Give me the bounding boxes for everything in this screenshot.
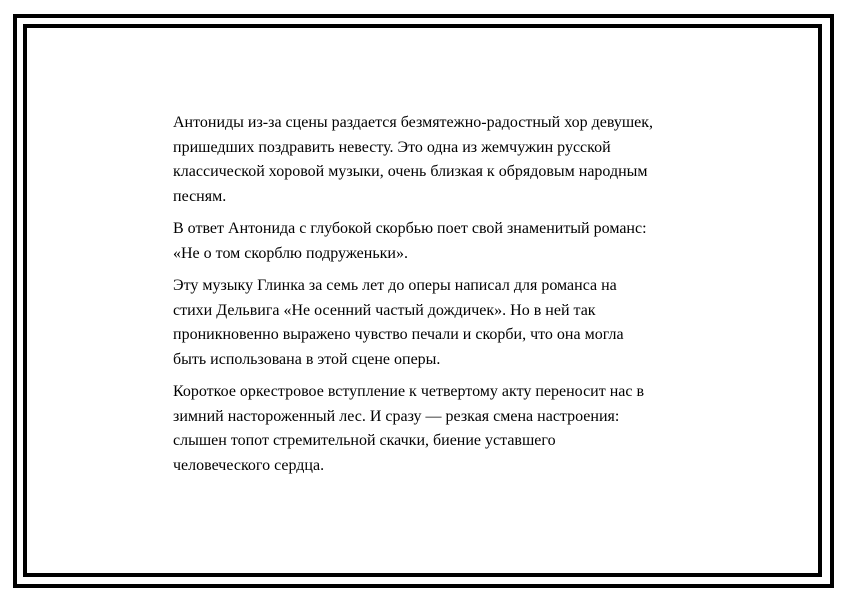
text-line: песням. [173, 187, 227, 205]
text-line: слышен топот стремительной скачки, биение уставшего [173, 432, 556, 449]
paragraph-3 [173, 274, 733, 372]
text-line: быть использована в этой сцене оперы. [173, 350, 441, 368]
text-line: В ответ Антонида с глубокой скорбью поет свой знаменитый романс: [173, 220, 647, 237]
slide-text-body [173, 111, 733, 486]
text-line: Эту музыку Глинка за семь лет до оперы написал для романса на [173, 277, 617, 294]
text-line: Короткое оркестровое вступление к четвертому акту переносит нас в [173, 383, 645, 400]
text-line: зимний настороженный лес. И сразу — резкая смена настроения: [173, 407, 620, 425]
paragraph-4 [173, 380, 733, 478]
paragraph-1 [173, 111, 733, 209]
text-line: пришедших поздравить невесту. Это одна из жемчужин русской [173, 138, 611, 156]
text-line: классической хоровой музыки, очень близкая к обрядовым народным [173, 163, 648, 180]
text-line: проникновенно выражено чувство печали и скорби, что она могла [173, 326, 624, 343]
text-line: Антониды из-за сцены раздается безмятежно-радостный хор девушек, [173, 114, 654, 131]
text-line: человеческого сердца. [173, 456, 325, 474]
paragraph-2 [173, 217, 733, 266]
text-line: стихи Дельвига «Не осенний частый дождичек». Но в ней так [173, 301, 596, 319]
text-line: «Не о том скорблю подруженьки». [173, 244, 408, 262]
